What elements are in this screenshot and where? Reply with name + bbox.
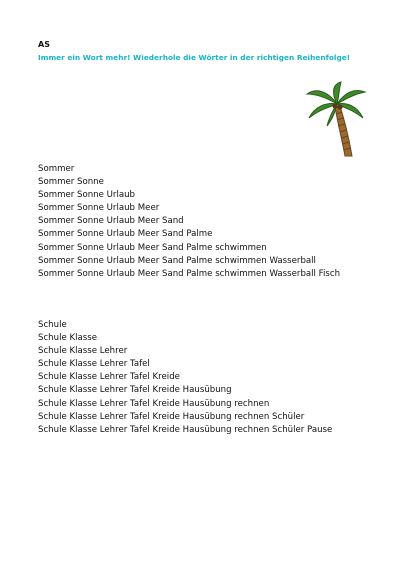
list-line: Sommer Sonne Urlaub Meer Sand — [38, 216, 184, 227]
list-line: Schule Klasse Lehrer Tafel Kreide Hausübung rechnen Schüler — [38, 411, 305, 422]
list-line: Sommer Sonne Urlaub — [38, 190, 136, 201]
list-line: Sommer Sonne Urlaub Meer Sand Palme schwimmen Wasserball Fisch — [38, 268, 341, 279]
list-line: Sommer Sonne Urlaub Meer — [38, 203, 160, 214]
list-line: Schule Klasse Lehrer Tafel Kreide Hausübung — [38, 385, 232, 396]
word-list-school — [38, 319, 332, 437]
list-line: Sommer Sonne Urlaub Meer Sand Palme — [38, 229, 213, 240]
list-line: Sommer Sonne — [38, 177, 104, 188]
list-line: Sommer Sonne Urlaub Meer Sand Palme schwimmen Wasserball — [38, 255, 316, 266]
instruction-text: Immer ein Wort mehr! Wiederhole die Wörter in der richtigen Reihenfolge! — [38, 53, 351, 62]
list-line: Schule Klasse Lehrer — [38, 346, 128, 357]
list-line: Schule Klasse Lehrer Tafel — [38, 359, 150, 370]
list-line: Sommer — [38, 164, 75, 174]
list-line: Schule Klasse Lehrer Tafel Kreide Hausübung rechnen — [38, 398, 270, 409]
list-line: Sommer Sonne Urlaub Meer Sand Palme schwimmen — [38, 242, 267, 253]
list-line: Schule Klasse — [38, 333, 98, 344]
list-line: Schule — [38, 320, 67, 330]
list-line: Schule Klasse Lehrer Tafel Kreide Hausübung rechnen Schüler Pause — [38, 424, 333, 435]
palm-tree-icon — [305, 80, 367, 158]
word-list-summer — [38, 163, 340, 281]
worksheet-code: AS — [38, 40, 50, 49]
list-line: Schule Klasse Lehrer Tafel Kreide — [38, 372, 180, 383]
